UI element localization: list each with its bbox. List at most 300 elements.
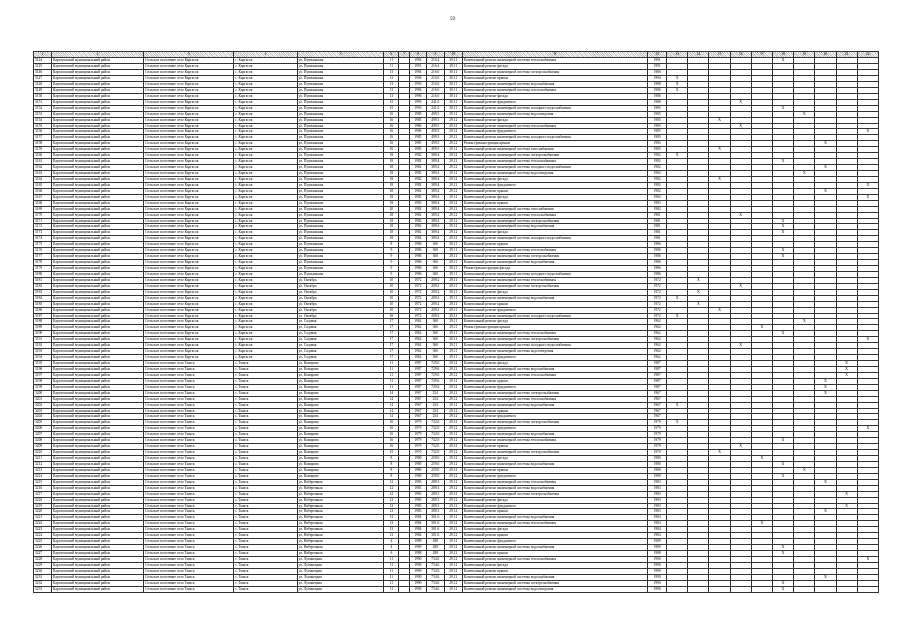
table-cell: 1979 — [648, 432, 667, 438]
table-cell: ул. Садовая — [297, 349, 384, 355]
table-cell: ул. Набережная — [297, 539, 384, 545]
table-cell: 209.2 — [426, 307, 444, 313]
table-cell: Каргасокский муниципальный район — [52, 319, 144, 325]
table-cell: ул. Комарова — [297, 420, 384, 426]
table-cell: 734.6 — [426, 562, 444, 568]
table-cell: 1986 — [409, 260, 426, 266]
table-cell: 360 — [426, 355, 444, 361]
table-cell: Капитальный ремонт инженерной системы теплоснабжения — [462, 438, 647, 444]
table-cell: 11 — [384, 568, 399, 574]
table-cell: 360 — [426, 343, 444, 349]
table-cell: Каргасокский муниципальный район — [52, 230, 144, 236]
table-cell: 29.11 — [444, 337, 462, 343]
table-cell-mark: X — [773, 331, 794, 337]
table-cell-mark: X — [773, 473, 794, 479]
table-cell: 216.0 — [426, 93, 444, 99]
table-cell: 1982 — [648, 188, 667, 194]
table-cell-mark: X — [773, 586, 794, 592]
table-cell: Капитальный ремонт инженерной системы теплоснабжения — [462, 123, 647, 129]
table-cell: 3175 — [34, 242, 52, 248]
table-cell: 17 — [384, 337, 399, 343]
table-cell: с. Каргасок — [234, 271, 298, 277]
table-cell: Капитальный ремонт инженерной системы теплоснабжения — [462, 58, 647, 64]
table-cell: Каргасокский муниципальный район — [52, 277, 144, 283]
table-cell: 389.4 — [426, 218, 444, 224]
table-cell: 209.2 — [426, 301, 444, 307]
table-cell: ул. Набережная — [297, 551, 384, 557]
table-cell: 29.12 — [444, 473, 462, 479]
table-cell: 3169 — [34, 206, 52, 212]
table-cell: с. Каргасок — [234, 307, 298, 313]
table-cell: 29.11 — [444, 325, 462, 331]
table-cell: с. Тымск — [234, 556, 298, 562]
table-cell-mark: X — [667, 81, 688, 87]
table-cell: 1983 — [409, 485, 426, 491]
table-cell: 29.12 — [444, 218, 462, 224]
table-cell: Капитальный ремонт инженерной системы холодного водоснабжения — [462, 105, 647, 111]
table-cell: 1985 — [648, 117, 667, 123]
table-cell: 1982 — [648, 165, 667, 171]
table-cell-mark: X — [773, 230, 794, 236]
table-cell: Каргасокский муниципальный район — [52, 361, 144, 367]
table-cell: с. Каргасок — [234, 182, 298, 188]
table-cell: ул. Комарова — [297, 361, 384, 367]
table-cell: ул. Пушкинская — [297, 153, 384, 159]
table-cell: 13 — [384, 527, 399, 533]
table-cell: 29.11 — [444, 248, 462, 254]
table-cell: Каргасокский муниципальный район — [52, 390, 144, 396]
table-cell: 3215 — [34, 479, 52, 485]
table-cell: 29.11 — [444, 260, 462, 266]
table-cell: 1967 — [648, 396, 667, 402]
table-cell: с. Тымск — [234, 408, 298, 414]
table-cell: 1979 — [648, 438, 667, 444]
table-cell: 499.5 — [426, 147, 444, 153]
table-cell: 499.5 — [426, 111, 444, 117]
table-cell: 13 — [384, 521, 399, 527]
table-cell: 3207 — [34, 432, 52, 438]
table-cell: с. Каргасок — [234, 188, 298, 194]
table-cell: 29.12 — [444, 188, 462, 194]
table-cell: Капитальный ремонт инженерной системы водоснабжения — [462, 260, 647, 266]
table-cell: 1994 — [409, 70, 426, 76]
table-cell: Капитальный ремонт инженерной системы электроснабжения — [462, 491, 647, 497]
table-cell: Каргасокский муниципальный район — [52, 325, 144, 331]
table-cell: Каргасокский муниципальный район — [52, 76, 144, 82]
table-cell: 1986 — [409, 266, 426, 272]
table-cell: 259.0 — [426, 467, 444, 473]
table-cell: 1990 — [648, 586, 667, 592]
table-cell: 259.0 — [426, 456, 444, 462]
table-cell: с. Каргасок — [234, 242, 298, 248]
table-cell: Сельское поселение село Каргасок — [144, 212, 234, 218]
table-cell: 3222 — [34, 521, 52, 527]
table-cell: 3199 — [34, 384, 52, 390]
table-cell: ул. Пушкинская — [297, 218, 384, 224]
table-cell: 10 — [384, 301, 399, 307]
table-cell: 3173 — [34, 230, 52, 236]
table-cell: ул. Лугинецкая — [297, 568, 384, 574]
table-cell: 1982 — [648, 153, 667, 159]
table-cell: 1987 — [648, 378, 667, 384]
table-cell: 1987 — [648, 372, 667, 378]
table-cell: 1982 — [409, 212, 426, 218]
table-cell-mark: X — [667, 420, 688, 426]
table-cell — [399, 586, 410, 592]
table-cell: Ремонт/реконструкция крыши — [462, 325, 647, 331]
table-cell: Каргасокский муниципальный район — [52, 289, 144, 295]
table-cell: 1990 — [648, 568, 667, 574]
table-cell: 1992 — [409, 58, 426, 64]
table-cell: 1979 — [409, 420, 426, 426]
table-cell: 1980 — [648, 467, 667, 473]
table-cell: Каргасокский муниципальный район — [52, 260, 144, 266]
table-cell: 289.3 — [426, 503, 444, 509]
column-header: 13 — [667, 52, 688, 58]
table-cell: 1972 — [409, 295, 426, 301]
table-cell: 11 — [384, 586, 399, 592]
table-cell: Капитальный ремонт инженерной системы водоснабжения — [462, 402, 647, 408]
table-cell-mark: X — [815, 574, 836, 580]
table-cell: 15 — [384, 99, 399, 105]
table-cell: 1981 — [648, 236, 667, 242]
table-cell: 29.11 — [444, 301, 462, 307]
table-cell: ул. Пушкинская — [297, 254, 384, 260]
table-cell: 3201 — [34, 396, 52, 402]
table-cell: ул. Комарова — [297, 473, 384, 479]
table-cell: 29.11 — [444, 349, 462, 355]
table-cell: 1972 — [409, 313, 426, 319]
table-cell: Каргасокский муниципальный район — [52, 467, 144, 473]
table-cell: 29.12 — [444, 450, 462, 456]
table-cell: 17 — [384, 349, 399, 355]
table-cell: 30.11 — [444, 99, 462, 105]
table-cell: 241.0 — [426, 105, 444, 111]
table-cell: 1980 — [409, 467, 426, 473]
table-cell: 20 — [384, 206, 399, 212]
table-cell: 1994 — [409, 87, 426, 93]
table-cell: ул. Садовая — [297, 325, 384, 331]
table-cell: Капитальный ремонт фундамента — [462, 539, 647, 545]
table-cell: с. Каргасок — [234, 93, 298, 99]
table-cell: 216.4 — [426, 58, 444, 64]
table-cell: 29.12 — [444, 420, 462, 426]
table-cell: 14 — [384, 402, 399, 408]
table-cell: ул. Пушкинская — [297, 165, 384, 171]
table-cell: Сельское поселение село Каргасок — [144, 194, 234, 200]
table-cell: 29.11 — [444, 343, 462, 349]
table-cell: 12 — [384, 509, 399, 515]
table-cell: ул. Пушкинская — [297, 70, 384, 76]
table-cell: с. Каргасок — [234, 230, 298, 236]
table-cell: с. Тымск — [234, 461, 298, 467]
table-cell: с. Тымск — [234, 361, 298, 367]
table-cell-mark: X — [730, 99, 751, 105]
table-cell: с. Тымск — [234, 420, 298, 426]
table-cell: 18 — [384, 159, 399, 165]
table-cell: 10 — [384, 295, 399, 301]
table-cell: 16 — [384, 432, 399, 438]
table-cell: Сельское поселение село Каргасок — [144, 165, 234, 171]
table-cell: 16 — [384, 141, 399, 147]
table-cell: Каргасокский муниципальный район — [52, 188, 144, 194]
table-cell-mark: X — [667, 87, 688, 93]
table-cell: 1987 — [409, 378, 426, 384]
table-cell: 254 — [426, 414, 444, 420]
table-cell: Сельское поселение село Тымск — [144, 402, 234, 408]
table-cell: Каргасокский муниципальный район — [52, 450, 144, 456]
table-cell: 1989 — [409, 545, 426, 551]
table-cell: 14 — [384, 414, 399, 420]
table-cell: 29.11 — [444, 277, 462, 283]
table-cell-mark: X — [815, 479, 836, 485]
table-cell: ул. Пушкинская — [297, 81, 384, 87]
table-cell: 29.12 — [444, 586, 462, 592]
table-cell: 3180 — [34, 271, 52, 277]
table-cell: 3157 — [34, 135, 52, 141]
table-cell: с. Тымск — [234, 479, 298, 485]
table-cell: Капитальный ремонт крыши — [462, 76, 647, 82]
table-cell: ул. Пушкинская — [297, 206, 384, 212]
table-cell: Сельское поселение село Каргасок — [144, 206, 234, 212]
table-cell: 3211 — [34, 456, 52, 462]
table-cell: 3217 — [34, 491, 52, 497]
table-cell-mark: X — [730, 283, 751, 289]
table-cell: 3195 — [34, 361, 52, 367]
table-cell: с. Каргасок — [234, 313, 298, 319]
table-cell: 29.12 — [444, 230, 462, 236]
table-cell: с. Каргасок — [234, 159, 298, 165]
table-cell: 9 — [384, 248, 399, 254]
table-cell: ул. Пушкинская — [297, 111, 384, 117]
table-cell: 1985 — [409, 135, 426, 141]
table-cell-mark: X — [667, 402, 688, 408]
table-cell: Каргасокский муниципальный район — [52, 337, 144, 343]
table-cell: 29.12 — [444, 574, 462, 580]
table-cell: 3172 — [34, 224, 52, 230]
table-cell: ул. Набережная — [297, 545, 384, 551]
table-cell: 30.11 — [444, 81, 462, 87]
table-cell: Каргасокский муниципальный район — [52, 527, 144, 533]
table-cell: 1962 — [648, 331, 667, 337]
table-cell: 1990 — [409, 580, 426, 586]
table-cell: Каргасокский муниципальный район — [52, 414, 144, 420]
table-cell: 29.12 — [444, 194, 462, 200]
table-cell: Сельское поселение село Тымск — [144, 408, 234, 414]
table-cell: 17 — [384, 331, 399, 337]
table-cell: Капитальный ремонт инженерной системы водоснабжения — [462, 295, 647, 301]
table-cell: 3216 — [34, 485, 52, 491]
table-cell: Сельское поселение село Каргасок — [144, 295, 234, 301]
table-cell: Каргасокский муниципальный район — [52, 105, 144, 111]
table-cell: с. Тымск — [234, 444, 298, 450]
table-cell: Каргасокский муниципальный район — [52, 444, 144, 450]
table-cell: ул. Комарова — [297, 438, 384, 444]
table-cell: 17 — [384, 355, 399, 361]
table-cell: с. Тымск — [234, 551, 298, 557]
table-cell: 16 — [384, 135, 399, 141]
table-cell: 29.12 — [444, 212, 462, 218]
table-cell: 29.12 — [444, 527, 462, 533]
table-cell-mark: X — [815, 384, 836, 390]
table-cell-mark: X — [836, 491, 857, 497]
table-cell: 1985 — [409, 117, 426, 123]
table-cell-mark: X — [836, 503, 857, 509]
table-cell: Капитальный ремонт фасада — [462, 176, 647, 182]
table-cell: с. Каргасок — [234, 200, 298, 206]
table-cell: 3161 — [34, 159, 52, 165]
table-cell: Сельское поселение село Каргасок — [144, 93, 234, 99]
table-cell: Сельское поселение село Тымск — [144, 456, 234, 462]
table-cell: с. Тымск — [234, 485, 298, 491]
table-cell: 1972 — [648, 295, 667, 301]
table-cell: ул. Лугинецкая — [297, 586, 384, 592]
table-cell: 1967 — [409, 414, 426, 420]
table-cell: 288 — [426, 539, 444, 545]
table-cell: с. Каргасок — [234, 64, 298, 70]
table-cell: ул. Набережная — [297, 497, 384, 503]
table-cell: 1981 — [648, 218, 667, 224]
table-cell: 360 — [426, 266, 444, 272]
table-cell: с. Каргасок — [234, 248, 298, 254]
table-cell: 29.11 — [444, 289, 462, 295]
table-cell: 1986 — [648, 254, 667, 260]
table-cell: Капитальный ремонт инженерной системы водоснабжения — [462, 574, 647, 580]
table-cell: 360 — [426, 254, 444, 260]
table-cell: Сельское поселение село Тымск — [144, 533, 234, 539]
table-cell: 3224 — [34, 533, 52, 539]
table-cell-mark: X — [773, 438, 794, 444]
table-cell: 3212 — [34, 461, 52, 467]
table-cell: Каргасокский муниципальный район — [52, 408, 144, 414]
table-cell-mark: X — [709, 176, 730, 182]
table-cell: Капитальный ремонт фундамента — [462, 182, 647, 188]
table-cell: Капитальный ремонт инженерной системы водоснабжения — [462, 224, 647, 230]
table-cell: Каргасокский муниципальный район — [52, 99, 144, 105]
table-cell: Сельское поселение село Тымск — [144, 420, 234, 426]
table-cell: 3226 — [34, 545, 52, 551]
table-cell: Капитальный ремонт инженерной системы водоснабжения — [462, 545, 647, 551]
column-header: 22 — [857, 52, 878, 58]
table-cell: с. Каргасок — [234, 349, 298, 355]
table-cell: Капитальный ремонт фасада — [462, 289, 647, 295]
table-cell: Каргасокский муниципальный район — [52, 479, 144, 485]
table-cell: ул. Лугинецкая — [297, 574, 384, 580]
table-cell: 18 — [384, 218, 399, 224]
table-cell: Капитальный ремонт фундамента — [462, 129, 647, 135]
table-cell: 3214 — [34, 473, 52, 479]
table-cell: ул. Октябрь — [297, 295, 384, 301]
table-cell: 389.4 — [426, 236, 444, 242]
table-cell-mark: X — [773, 461, 794, 467]
table-cell: 29.12 — [444, 515, 462, 521]
table-cell: Капитальный ремонт фасада — [462, 361, 647, 367]
table-cell: 1991 — [648, 64, 667, 70]
table-cell: 1983 — [409, 479, 426, 485]
table-cell: 729.6 — [426, 361, 444, 367]
table-cell: 18 — [384, 165, 399, 171]
table-cell: 729.6 — [426, 372, 444, 378]
table-cell: с. Каргасок — [234, 194, 298, 200]
table-cell: 12 — [384, 479, 399, 485]
table-cell: 1972 — [648, 313, 667, 319]
table-cell: с. Каргасок — [234, 331, 298, 337]
table-cell: Капитальный ремонт фасада — [462, 93, 647, 99]
table-cell: 18 — [384, 212, 399, 218]
table-cell: Сельское поселение село Тымск — [144, 426, 234, 432]
table-cell: Сельское поселение село Каргасок — [144, 147, 234, 153]
table-cell: 3198 — [34, 378, 52, 384]
table-cell: 29.12 — [444, 182, 462, 188]
table-cell: 29.12 — [444, 551, 462, 557]
table-cell-mark — [751, 586, 772, 592]
table-cell: 1982 — [409, 165, 426, 171]
table-cell: Капитальный ремонт крыши — [462, 551, 647, 557]
table-cell: 3188 — [34, 319, 52, 325]
table-cell: Каргасокский муниципальный район — [52, 343, 144, 349]
table-cell: 389.4 — [426, 165, 444, 171]
table-cell-mark — [730, 586, 751, 592]
table-cell: 18 — [384, 230, 399, 236]
table-cell: Сельское поселение село Каргасок — [144, 343, 234, 349]
table-cell: 1983 — [409, 497, 426, 503]
table-cell: Каргасокский муниципальный район — [52, 212, 144, 218]
table-cell: 499.5 — [426, 135, 444, 141]
table-cell: Капитальный ремонт инженерной системы теплоснабжения — [462, 479, 647, 485]
table-cell: 1982 — [648, 194, 667, 200]
table-cell: ул. Пушкинская — [297, 93, 384, 99]
table-cell: 29.12 — [444, 485, 462, 491]
table-cell: 3213 — [34, 467, 52, 473]
table-cell: 29.12 — [444, 533, 462, 539]
table-cell: с. Каргасок — [234, 337, 298, 343]
table-cell: с. Тымск — [234, 390, 298, 396]
table-cell: ул. Пушкинская — [297, 248, 384, 254]
table-cell: Каргасокский муниципальный район — [52, 301, 144, 307]
table-cell-mark: X — [794, 319, 815, 325]
table-cell: Сельское поселение село Тымск — [144, 574, 234, 580]
table-cell: 1986 — [409, 123, 426, 129]
table-cell: 1979 — [409, 432, 426, 438]
table-cell: Сельское поселение село Каргасок — [144, 319, 234, 325]
table-cell: 3205 — [34, 420, 52, 426]
column-header: 11 — [462, 52, 647, 58]
table-cell: 11 — [384, 562, 399, 568]
table-cell: ул. Набережная — [297, 521, 384, 527]
table-cell: Капитальный ремонт инженерной системы электроснабжения — [462, 153, 647, 159]
column-header: 2 — [52, 52, 144, 58]
table-cell: 9 — [384, 266, 399, 272]
table-cell: 17 — [384, 319, 399, 325]
table-cell: 3151 — [34, 99, 52, 105]
table-cell: Капитальный ремонт крыши — [462, 378, 647, 384]
table-cell: 15 — [384, 105, 399, 111]
table-cell: с. Тымск — [234, 473, 298, 479]
table-cell-mark: X — [857, 337, 878, 343]
table-cell: 360 — [426, 325, 444, 331]
table-cell: 3162 — [34, 165, 52, 171]
table-cell-mark: X — [815, 165, 836, 171]
table-cell-mark — [709, 586, 730, 592]
table-cell: Каргасокский муниципальный район — [52, 366, 144, 372]
table-cell: Сельское поселение село Тымск — [144, 485, 234, 491]
table-cell: с. Тымск — [234, 568, 298, 574]
table-cell: 3204 — [34, 414, 52, 420]
table-cell: 209.2 — [426, 295, 444, 301]
table-cell: Каргасокский муниципальный район — [52, 129, 144, 135]
table-cell: 3145 — [34, 64, 52, 70]
table-cell: 289.3 — [426, 509, 444, 515]
